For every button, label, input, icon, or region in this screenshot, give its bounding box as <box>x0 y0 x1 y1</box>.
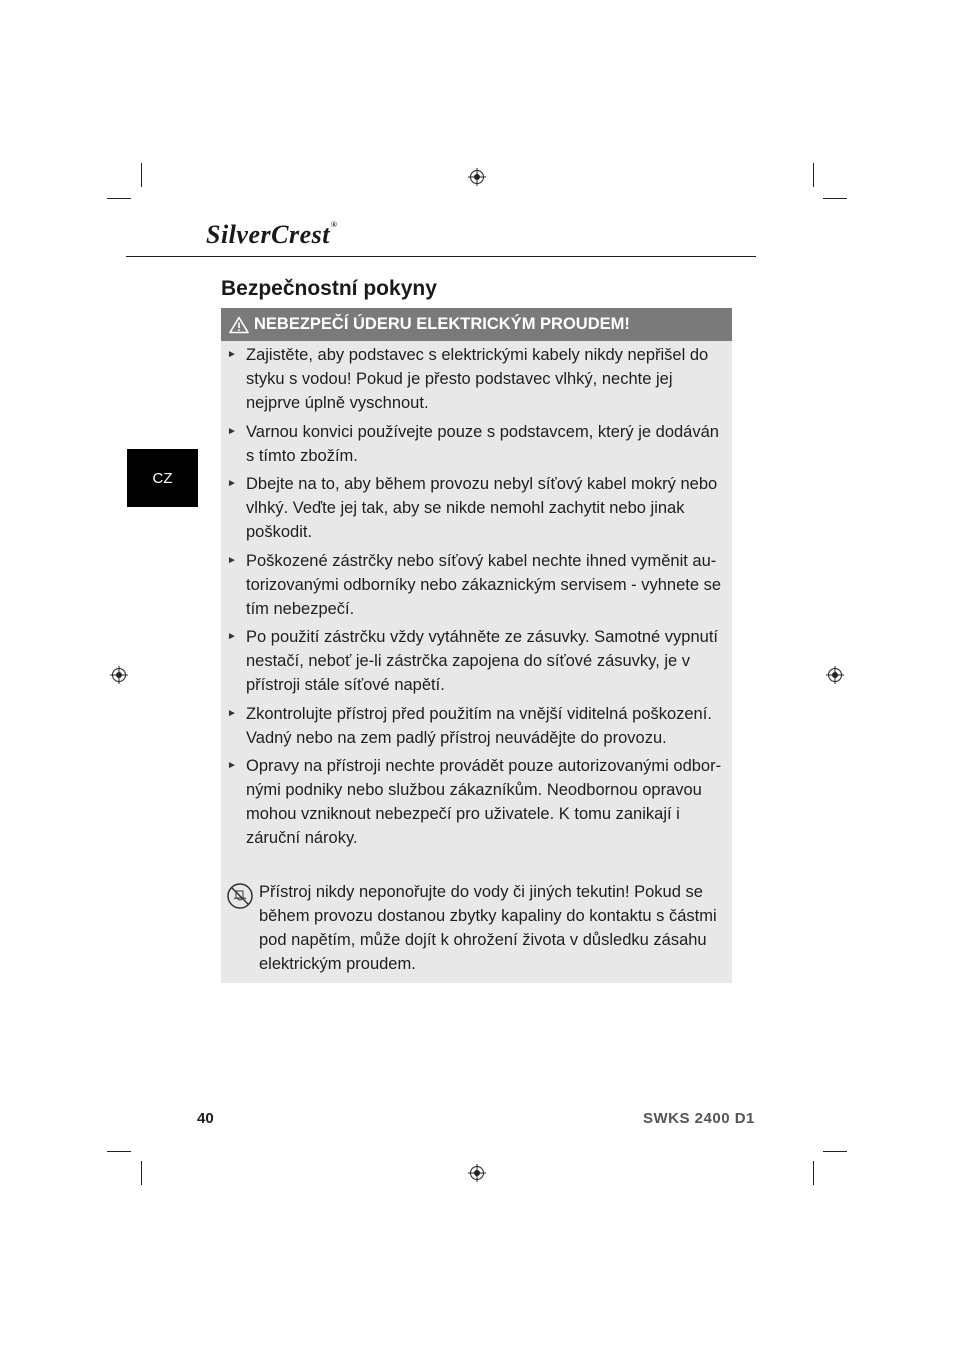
list-item: ► Poškozené zástrčky nebo síťový kabel nechte ihned vyměnit au-torizovanými odborníky nebo zákaznickým servisem - vyhnete se tím nebezpečí. <box>227 549 730 621</box>
page-number: 40 <box>197 1110 214 1127</box>
list-item: ► Opravy na přístroji nechte provádět pouze autorizovanými odbor-nými podniky nebo službou zákazníkům. Neodbornou opravou mohou vzniknout nebezpečí pro uživatele. K tomu zanikají i záruční nároky. <box>227 754 730 850</box>
arrow-right-icon: ► <box>227 707 237 719</box>
page-title: Bezpečnostní pokyny <box>221 277 437 300</box>
arrow-right-icon: ► <box>227 631 237 642</box>
model-number: SWKS 2400 D1 <box>643 1110 755 1127</box>
warning-title: NEBEZPEČÍ ÚDERU ELEKTRICKÝM PROUDEM! <box>254 315 630 333</box>
list-item: ► Dbejte na to, aby během provozu nebyl síťový kabel mokrý nebo vlhký. Veďte jej tak, aby se nikde nemohl zachytit nebo jinak poškodit. <box>227 472 730 544</box>
crop-mark <box>823 198 847 199</box>
crop-mark <box>813 1161 814 1185</box>
crop-mark <box>107 1151 131 1152</box>
list-item: ► Varnou konvici používejte pouze s podstavcem, který je dodáván s tímto zbožím. <box>227 420 730 468</box>
arrow-right-icon: ► <box>227 478 237 489</box>
registration-mark-icon <box>468 168 486 186</box>
crop-mark <box>141 1161 142 1185</box>
no-immersion-icon <box>226 882 254 910</box>
list-item: ► Po použití zástrčku vždy vytáhněte ze zásuvky. Samotné vypnutí nestačí, neboť je-li zástrčka zapojena do síťové zásuvky, je v přístroji stále síťové napětí. <box>227 625 730 697</box>
warning-triangle-icon <box>229 316 249 334</box>
arrow-right-icon: ► <box>227 425 237 437</box>
crop-mark <box>813 163 814 187</box>
arrow-right-icon: ► <box>227 760 237 771</box>
language-tab: CZ <box>127 449 198 507</box>
registration-mark-icon <box>110 666 128 684</box>
list-item: ► Zajistěte, aby podstavec s elektrickými kabely nikdy nepřišel do styku s vodou! Pokud je přesto podstavec vlhký, nechte jej nejprve úplně vyschnout. <box>227 343 730 415</box>
arrow-right-icon: ► <box>227 554 237 566</box>
crop-mark <box>823 1151 847 1152</box>
safety-list <box>227 343 730 855</box>
registration-mark-icon <box>826 666 844 684</box>
arrow-right-icon: ► <box>227 349 237 360</box>
crop-mark <box>141 163 142 187</box>
crop-mark <box>107 198 131 199</box>
immersion-note: Přístroj nikdy neponořujte do vody či jiných tekutin! Pokud se během provozu dostanou zbytky kapaliny do kontaktu s částmi pod napětím, může dojít k ohrožení života v důsledku zásahu elektrickým proudem. <box>259 883 717 973</box>
registration-mark-icon <box>468 1164 486 1182</box>
list-item: ► Zkontrolujte přístroj před použitím na vnější viditelná poškození. Vadný nebo na zem padlý přístroj neuvádějte do provozu. <box>227 702 730 750</box>
brand-logo: SilverCrest® <box>206 220 338 249</box>
header-rule <box>126 256 756 257</box>
warning-header <box>221 308 732 341</box>
